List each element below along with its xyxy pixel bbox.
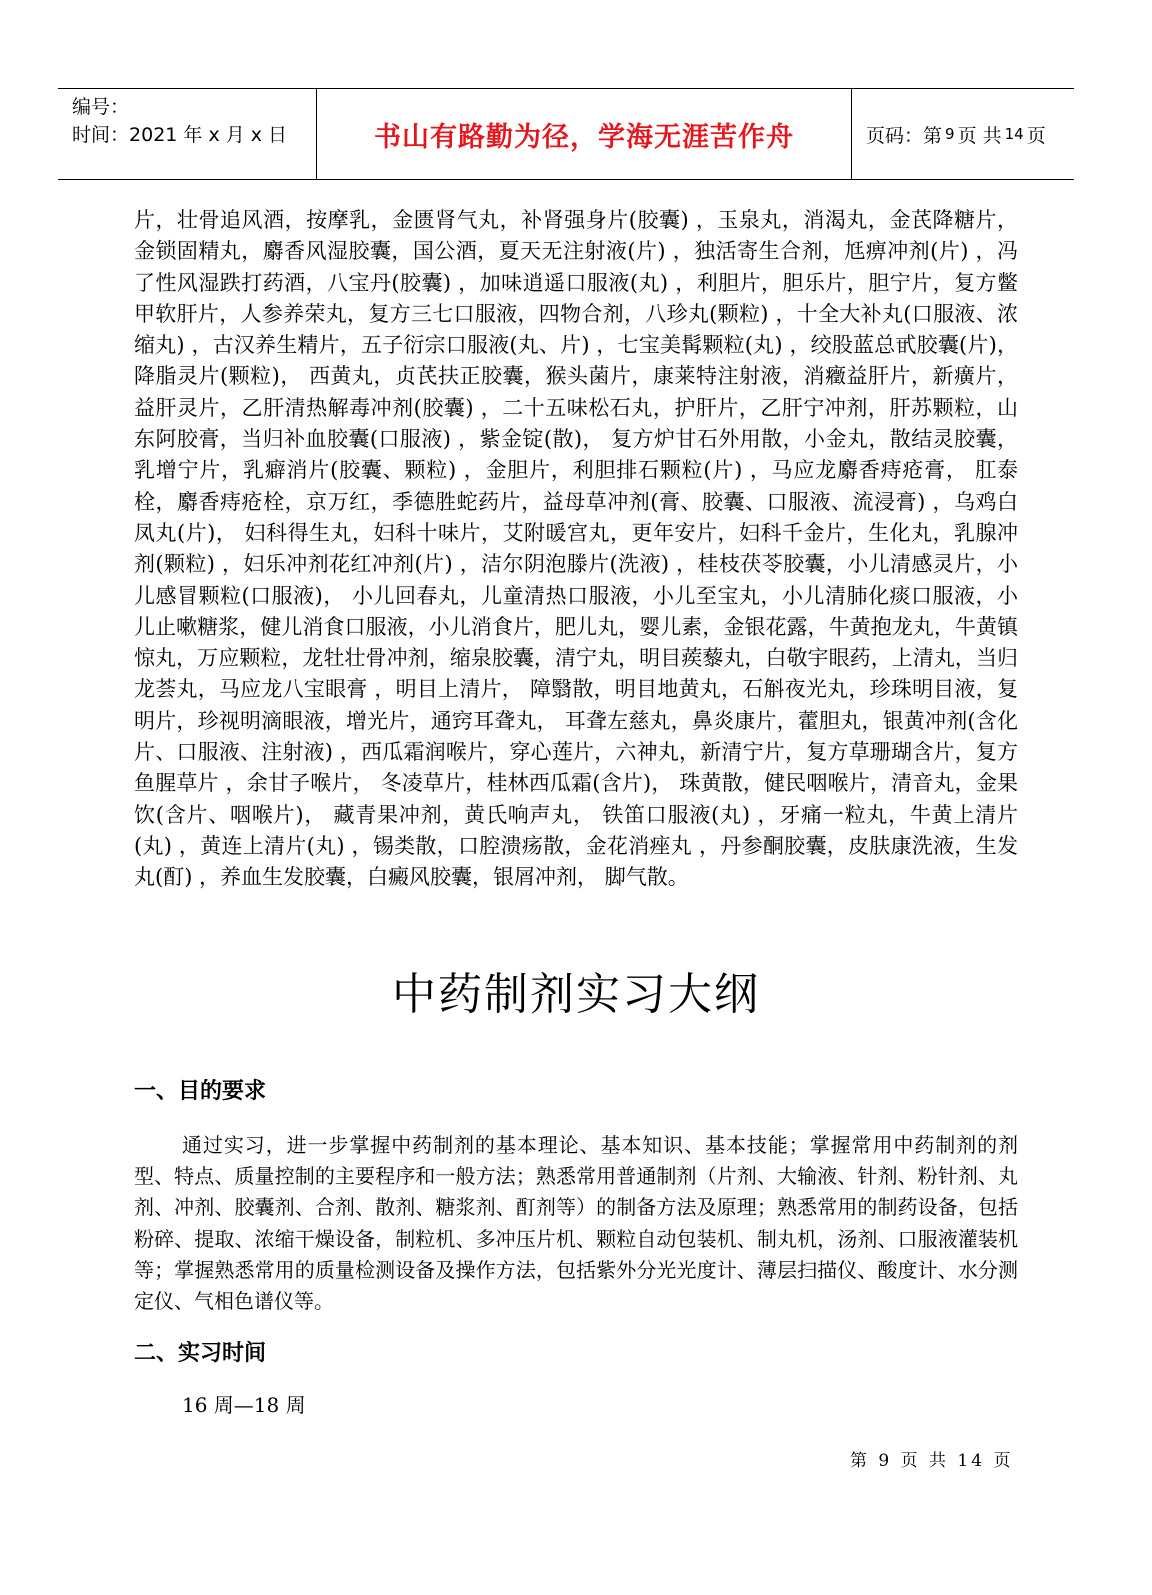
page-total: 14 [1004,125,1024,143]
header-motto: 书山有路勤为径，学海无涯苦作舟 [316,89,852,179]
header-meta [58,89,316,179]
time-value: 2021 年 x 月 x 日 [129,124,288,146]
page-mid: 页 共 [957,124,1002,147]
header-page-number [852,89,1074,179]
section2-heading: 二、实习时间 [134,1341,267,1366]
drug-list-paragraph: 片，壮骨追风酒，按摩乳，金匮肾气丸，补肾强身片(胶囊) ，玉泉丸，消渴丸，金芪降糖片，金锁固精丸，麝香风湿胶囊，国公酒，夏天无注射液(片) ，独活寄生合剂，尪痹冲剂(片) ，冯了性风湿跌打药酒，八宝丹(胶囊) ，加味逍遥口服液(丸) ，利胆片，胆乐片，胆宁片，复方鳖甲软肝片，人参养荣丸，复方三七口服液，四物合剂，八珍丸(颗粒) ，十全大补丸(口服液、浓缩丸) ，古汉养生精片，五子衍宗口服液(丸、片) ，七宝美髯颗粒(丸) ，绞股蓝总甙胶囊(片)， 降脂灵片(颗粒)， 西黄丸，贞芪扶正胶囊，猴头菌片，康莱特注射液，消癥益肝片，新癀片，益肝灵片，乙肝清热解毒冲剂(胶囊) ，二十五味松石丸，护肝片，乙肝宁冲剂，肝苏颗粒，山东阿胶膏，当归补血胶囊(口服液) ，紫金锭(散)， 复方炉甘石外用散，小金丸，散结灵胶囊，乳增宁片，乳癖消片(胶囊、颗粒) ，金胆片，利胆排石颗粒(片) ，马应龙麝香痔疮膏， 肛泰栓，麝香痔疮栓，京万红，季德胜蛇药片，益母草冲剂(膏、胶囊、口服液、流浸膏) ，乌鸡白凤丸(片)， 妇科得生丸，妇科十味片，艾附暖宫丸，更年安片，妇科千金片，生化丸，乳腺冲剂(颗粒) ，妇乐冲剂花红冲剂(片) ，洁尔阴泡滕片(洗液) ，桂枝茯苓胶囊，小儿清感灵片，小儿感冒颗粒(口服液)， 小儿回春丸，儿童清热口服液，小儿至宝丸，小儿清肺化痰口服液，小儿止嗽糖浆，健儿消食口服液，小儿消食片，肥儿丸，婴儿素，金银花露，牛黄抱龙丸，牛黄镇惊丸，万应颗粒，龙牡壮骨冲剂，缩泉胶囊，清宁丸，明目蒺藜丸，白敬宇眼药，上清丸，当归龙荟丸，马应龙八宝眼膏 ，明目上清片， 障翳散，明目地黄丸，石斛夜光丸，珍珠明目液，复明片，珍视明滴眼液，增光片，通窍耳聋丸， 耳聋左慈丸，鼻炎康片，藿胆丸，银黄冲剂(含化片、口服液、注射液) ，西瓜霜润喉片，穿心莲片，六神丸，新清宁片，复方草珊瑚含片，复方鱼腥草片 ，余甘子喉片， 冬凌草片，桂林西瓜霜(含片)， 珠黄散，健民咽喉片，清音丸，金果饮(含片、咽喉片)， 藏青果冲剂，黄氏响声丸， 铁笛口服液(丸) ，牙痛一粒丸，牛黄上清片(丸) ，黄连上清片(丸) ，锡类散，口腔溃疡散，金花消痤丸 ，丹参酮胶囊，皮肤康洗液，生发丸(酊) ，养血生发胶囊，白癜风胶囊，银屑冲剂， 脚气散。 [134,208,1018,890]
section2-value: 16 周—18 周 [182,1393,306,1417]
section1-heading: 一、目的要求 [134,1079,267,1104]
page-suffix: 页 [1026,124,1046,147]
page-prefix: 页码：第 [866,124,943,147]
page-current: 9 [945,125,955,143]
page-footer: 第 9 页 共 14 页 [850,1451,1014,1471]
main-title: 中药制剂实习大纲 [392,969,760,1020]
time-label: 时间： [72,124,130,146]
section1-paragraph: 通过实习，进一步掌握中药制剂的基本理论、基本知识、基本技能；掌握常用中药制剂的剂型、特点、质量控制的主要程序和一般方法；熟悉常用普通制剂（片剂、大输液、针剂、粉针剂、丸剂、冲剂、胶囊剂、合剂、散剂、糖浆剂、酊剂等）的制备方法及原理；熟悉常用的制药设备，包括粉碎、提取、浓缩干燥设备，制粒机、多冲压片机、颗粒自动包装机、制丸机，汤剂、口服液灌装机等；掌握熟悉常用的质量检测设备及操作方法，包括紫外分光光度计、薄层扫描仪、酸度计、水分测定仪、气相色谱仪等。 [134,1133,1018,1314]
page-header [58,88,1074,180]
number-label: 编号： [72,96,130,118]
